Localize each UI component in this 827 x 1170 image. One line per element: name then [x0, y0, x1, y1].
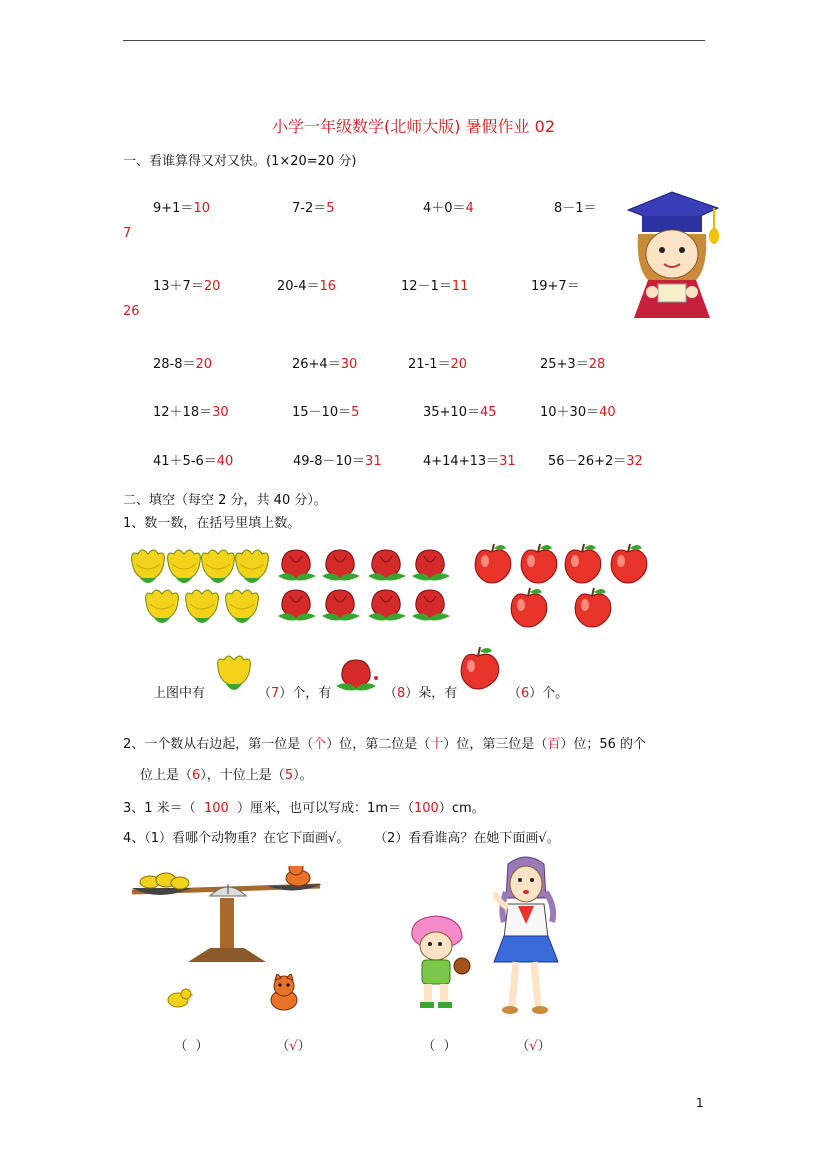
equation: [423, 197, 474, 216]
q1-text-1: 上图中有: [153, 686, 206, 701]
q1-paren-2: （: [384, 686, 398, 701]
equation-question: 12－1＝: [401, 279, 452, 294]
equation-question: 8－1＝: [554, 201, 597, 216]
equation-answer[interactable]: 16: [319, 279, 337, 294]
balance-scale-image: [128, 866, 328, 966]
equation-answer[interactable]: 28: [588, 357, 606, 372]
equation-answer[interactable]: 7: [123, 226, 132, 241]
equation: [153, 450, 233, 469]
chick-image: [164, 986, 194, 1010]
equation-question: 4＋0＝: [423, 201, 466, 216]
q4-mark-4[interactable]: （√）: [516, 1039, 551, 1054]
q1-text-2: ）个，有: [279, 686, 332, 701]
equation-question: 26+4＝: [292, 357, 341, 372]
equation-answer[interactable]: 4: [465, 201, 474, 216]
q2-answer-4: 6: [192, 768, 201, 783]
tall-girl-image: [486, 852, 566, 1016]
cat-image: [264, 974, 304, 1012]
page-title: 小学一年级数学(北师大版) 暑假作业 02: [271, 117, 556, 136]
equation-question: 20-4＝: [277, 279, 320, 294]
equation-answer[interactable]: 32: [626, 454, 643, 469]
header-rule: [123, 40, 705, 41]
equation-question: 9+1＝: [153, 201, 194, 216]
q1-answer-roses: 8: [397, 686, 406, 701]
equation-answer[interactable]: 30: [340, 357, 358, 372]
equation: [531, 275, 580, 294]
q2-text-d: ）位；56 的个: [560, 737, 647, 752]
q1-paren-1: （: [258, 686, 272, 701]
q2-text-b: ）位，第二位是（: [326, 737, 431, 752]
rose-icon: [334, 656, 380, 696]
equation: [408, 353, 467, 372]
equation: [548, 450, 643, 469]
q2-line-1: [123, 733, 646, 752]
q2-text-g: ）。: [293, 768, 313, 783]
q1-answer-tulips: 7: [271, 686, 280, 701]
q2-text-a: 2、一个数从右边起，第一位是（: [123, 737, 314, 752]
equation: [292, 353, 357, 372]
section1-heading: 一、看谁算得又对又快。(1×20=20 分): [123, 154, 357, 169]
equation-answer[interactable]: 11: [451, 279, 469, 294]
q4-mark-1[interactable]: （ ）: [174, 1039, 209, 1054]
equation-question: 7-2＝: [292, 201, 327, 216]
equation-question: 28-8＝: [153, 357, 196, 372]
q4-mark-3[interactable]: （ ）: [422, 1039, 457, 1054]
equation: [153, 275, 220, 294]
q2-answer-1: 个: [313, 737, 327, 752]
q2-answer-2: 十: [430, 737, 444, 752]
section2-heading: 二、填空（每空 2 分，共 40 分）。: [123, 493, 327, 508]
q1-paren-3: （: [508, 686, 522, 701]
equation-answer[interactable]: 31: [499, 454, 516, 469]
equation: [292, 401, 359, 420]
q3-line: [123, 797, 485, 816]
equation-answer[interactable]: 10: [193, 201, 210, 216]
q2-answer-3: 百: [547, 737, 561, 752]
equation: [554, 197, 597, 216]
short-girl-image: [406, 914, 476, 1010]
equation-answer[interactable]: 31: [365, 454, 382, 469]
q3-answer-1: 100: [203, 801, 229, 816]
equation-answer[interactable]: 30: [212, 405, 229, 420]
q2-text-e: 位上是（: [140, 768, 193, 783]
equation: [153, 353, 212, 372]
q1-text-4: ）个。: [529, 686, 569, 701]
q3-text-a: 3、1 米＝（: [123, 801, 204, 816]
q1-label: 1、数一数，在括号里填上数。: [123, 516, 301, 531]
q4-mark-2[interactable]: （√）: [276, 1039, 311, 1054]
equation-answer[interactable]: 5: [351, 405, 360, 420]
equation-answer[interactable]: 26: [123, 304, 140, 319]
equation-answer[interactable]: 40: [599, 405, 616, 420]
equation-question: 15－10＝: [292, 405, 352, 420]
equation: [423, 450, 516, 469]
equation-answer[interactable]: 5: [326, 201, 335, 216]
equation: [540, 353, 605, 372]
q3-answer-2: 100: [413, 801, 439, 816]
equation: [293, 450, 382, 469]
graduate-girl-image: [622, 188, 722, 322]
apple-icon: [458, 646, 502, 692]
equation-question: 10＋30＝: [540, 405, 600, 420]
equation-question: 35+10＝: [423, 405, 480, 420]
equation-answer[interactable]: 45: [479, 405, 497, 420]
q2-text-f: ），十位上是（: [200, 768, 285, 783]
equation: [277, 275, 336, 294]
q2-text-c: ）位，第三位是（: [443, 737, 548, 752]
tulip-icon: [214, 654, 254, 696]
equation-question: 56－26+2＝: [548, 454, 627, 469]
page-number: 1: [696, 1096, 704, 1110]
equation-answer[interactable]: 20: [203, 279, 221, 294]
equation-answer-wrap: [123, 304, 140, 319]
q3-text-c: ）cm。: [438, 801, 485, 816]
equation-question: 19+7＝: [531, 279, 580, 294]
equation-question: 49-8－10＝: [293, 454, 366, 469]
equation: [401, 275, 468, 294]
q2-answer-5: 5: [284, 768, 294, 783]
equation-answer[interactable]: 40: [216, 454, 234, 469]
equation: [153, 401, 229, 420]
equation: [153, 197, 210, 216]
equation-question: 12＋18＝: [153, 405, 213, 420]
equation-answer-wrap: [123, 226, 131, 241]
q2-line-2: [140, 764, 313, 783]
equation-question: 21-1＝: [408, 357, 451, 372]
equation: [423, 401, 497, 420]
q3-text-b: ）厘米，也可以写成：1m＝（: [228, 801, 414, 816]
q4-text: 4、（1）看哪个动物重？在它下面画√。 （2）看看谁高？在她下面画√。: [123, 831, 560, 846]
equation-question: 25+3＝: [540, 357, 589, 372]
equation-answer[interactable]: 20: [195, 357, 213, 372]
counting-picture: [126, 540, 656, 632]
equation-question: 4+14+13＝: [423, 454, 500, 469]
equation-question: 41＋5-6＝: [153, 454, 217, 469]
equation-question: 13＋7＝: [153, 279, 204, 294]
q1-answer-apples: 6: [521, 686, 530, 701]
q1-text-3: ）朵，有: [405, 686, 458, 701]
equation: [540, 401, 616, 420]
equation-answer[interactable]: 20: [450, 357, 468, 372]
equation: [292, 197, 335, 216]
